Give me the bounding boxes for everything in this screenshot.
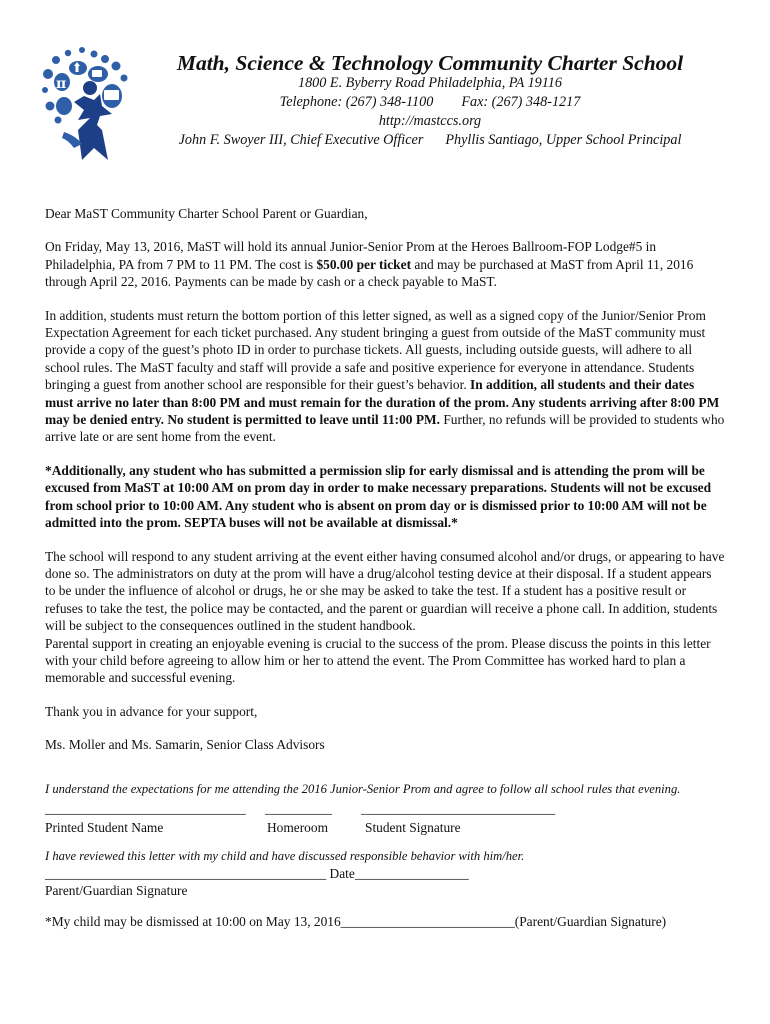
officers: [150, 131, 710, 150]
school-address: 1800 E. Byberry Road Philadelphia, PA 19116: [297, 75, 562, 91]
p2-text-end: Further, no refunds will be provided to students who arrive late or are sent home from the event.: [45, 412, 725, 445]
student-statement: I understand the expectations for me attending the 2016 Junior-Senior Prom and agree to follow all school rules that evening.: [45, 782, 681, 796]
thanks-line: Thank you in advance for your support,: [45, 703, 258, 719]
ceo-name: John F. Swoyer III, Chief Executive Officer: [178, 132, 424, 148]
parent-signature-label: Parent/Guardian Signature: [45, 883, 188, 898]
paragraph-early-dismissal: [45, 462, 725, 532]
letterhead: [150, 52, 710, 150]
student-signature-labels: [45, 819, 725, 836]
paragraph-alcohol-policy: The school will respond to any student arriving at the event either having consumed alcohol and/or drugs, or appearing to have done so. The administrators on duty at the prom will have a drug/alcohol testing device at their disposal. If a student appears to be under the influence of alcohol or drugs, he or she may be asked to take the test. If a student has a positive result or refuses to take the test, the police may be contacted, and the parent or guardian will receive a phone call. In addition, students will be subject to the consequences outlined in the student handbook.: [45, 548, 725, 634]
contact-numbers: [150, 93, 710, 112]
school-name: Math, Science & Technology Community Charter School: [176, 51, 684, 75]
printed-name-line[interactable]: ______________________________: [45, 801, 246, 816]
p1-text: On Friday, May 13, 2016, MaST will hold its annual Junior-Senior Prom at the Heroes Ballroom-FOP Lodge#5 in Philadelphia, PA from 7 PM to 11 PM. The cost is: [45, 239, 657, 272]
ticket-cost: $50.00 per ticket: [316, 256, 412, 272]
printed-name-label: Printed Student Name: [45, 820, 164, 835]
dismissal-permission[interactable]: *My child may be dismissed at 10:00 on May 13, 2016__________________________(Parent/Guardian Signature): [45, 914, 667, 929]
svg-text:π: π: [56, 76, 67, 92]
website: http://mastccs.org: [378, 113, 482, 129]
salutation: Dear MaST Community Charter School Parent or Guardian,: [45, 206, 368, 221]
arrival-rules: In addition, all students and their dates must arrive no later than 8:00 PM and must remain for the duration of the prom. Any students arriving after 8:00 PM may be denied entry. No student is permitted to leave until 11:00 PM.: [45, 377, 720, 428]
school-logo-icon: [36, 44, 148, 162]
parent-signature-line[interactable]: __________________________________________ Date_________________: [45, 866, 469, 881]
fax: Fax: (267) 348-1217: [461, 94, 581, 110]
telephone: Telephone: (267) 348-1100: [279, 94, 434, 110]
paragraph-parental-support: Parental support in creating an enjoyable evening is crucial to the success of the prom. Please discuss the points in this letter with your child before agreeing to allow him or her to attend the event. The Prom Committee has worked hard to plan a memorable and successful evening.: [45, 635, 711, 686]
p1-text-end: and may be purchased at MaST from April 11, 2016 through April 22, 2016. Payments can be made by cash or a check payable to MaST.: [45, 256, 694, 290]
early-dismissal-text: *Additionally, any student who has submitted a permission slip for early dismissal and is attending the prom will be excused from MaST at 10:00 AM on prom day in order to make necessary preparations. Students will not be excused from school prior to 10:00 AM. Any student who is absent on prom day or is dismissed prior to 10:00 AM will not be admitted into the prom. SEPTA buses will not be available at dismissal.*: [45, 462, 712, 531]
paragraph-prom-details: [45, 238, 725, 290]
principal-name: Phyllis Santiago, Upper School Principal: [445, 132, 682, 148]
paragraph-requirements: [45, 307, 725, 446]
p2-text: In addition, students must return the bottom portion of this letter signed, as well as a signed copy of the Junior/Senior Prom Expectation Agreement for each ticket purchased. Any student bringing a guest from outside of the MaST community must provide a copy of the guest’s photo ID in order to purchase tickets. All guests, including outside guests, will adhere to all school rules. The MaST faculty and staff will provide a safe and positive experience for everyone in attendance. Students bringing a guest from another school are responsible for their guest’s behavior.: [45, 307, 706, 393]
student-signature-lines: [45, 800, 725, 817]
student-signature-line[interactable]: _____________________________: [361, 801, 556, 816]
homeroom-line[interactable]: __________: [265, 801, 332, 816]
homeroom-label: Homeroom: [267, 820, 328, 835]
permission-form: [45, 781, 725, 930]
student-signature-label: Student Signature: [365, 820, 461, 835]
signoff: Ms. Moller and Ms. Samarin, Senior Class Advisors: [45, 737, 325, 753]
letter-body: [45, 205, 725, 770]
parent-statement: I have reviewed this letter with my child and have discussed responsible behavior with him/her.: [45, 849, 525, 863]
